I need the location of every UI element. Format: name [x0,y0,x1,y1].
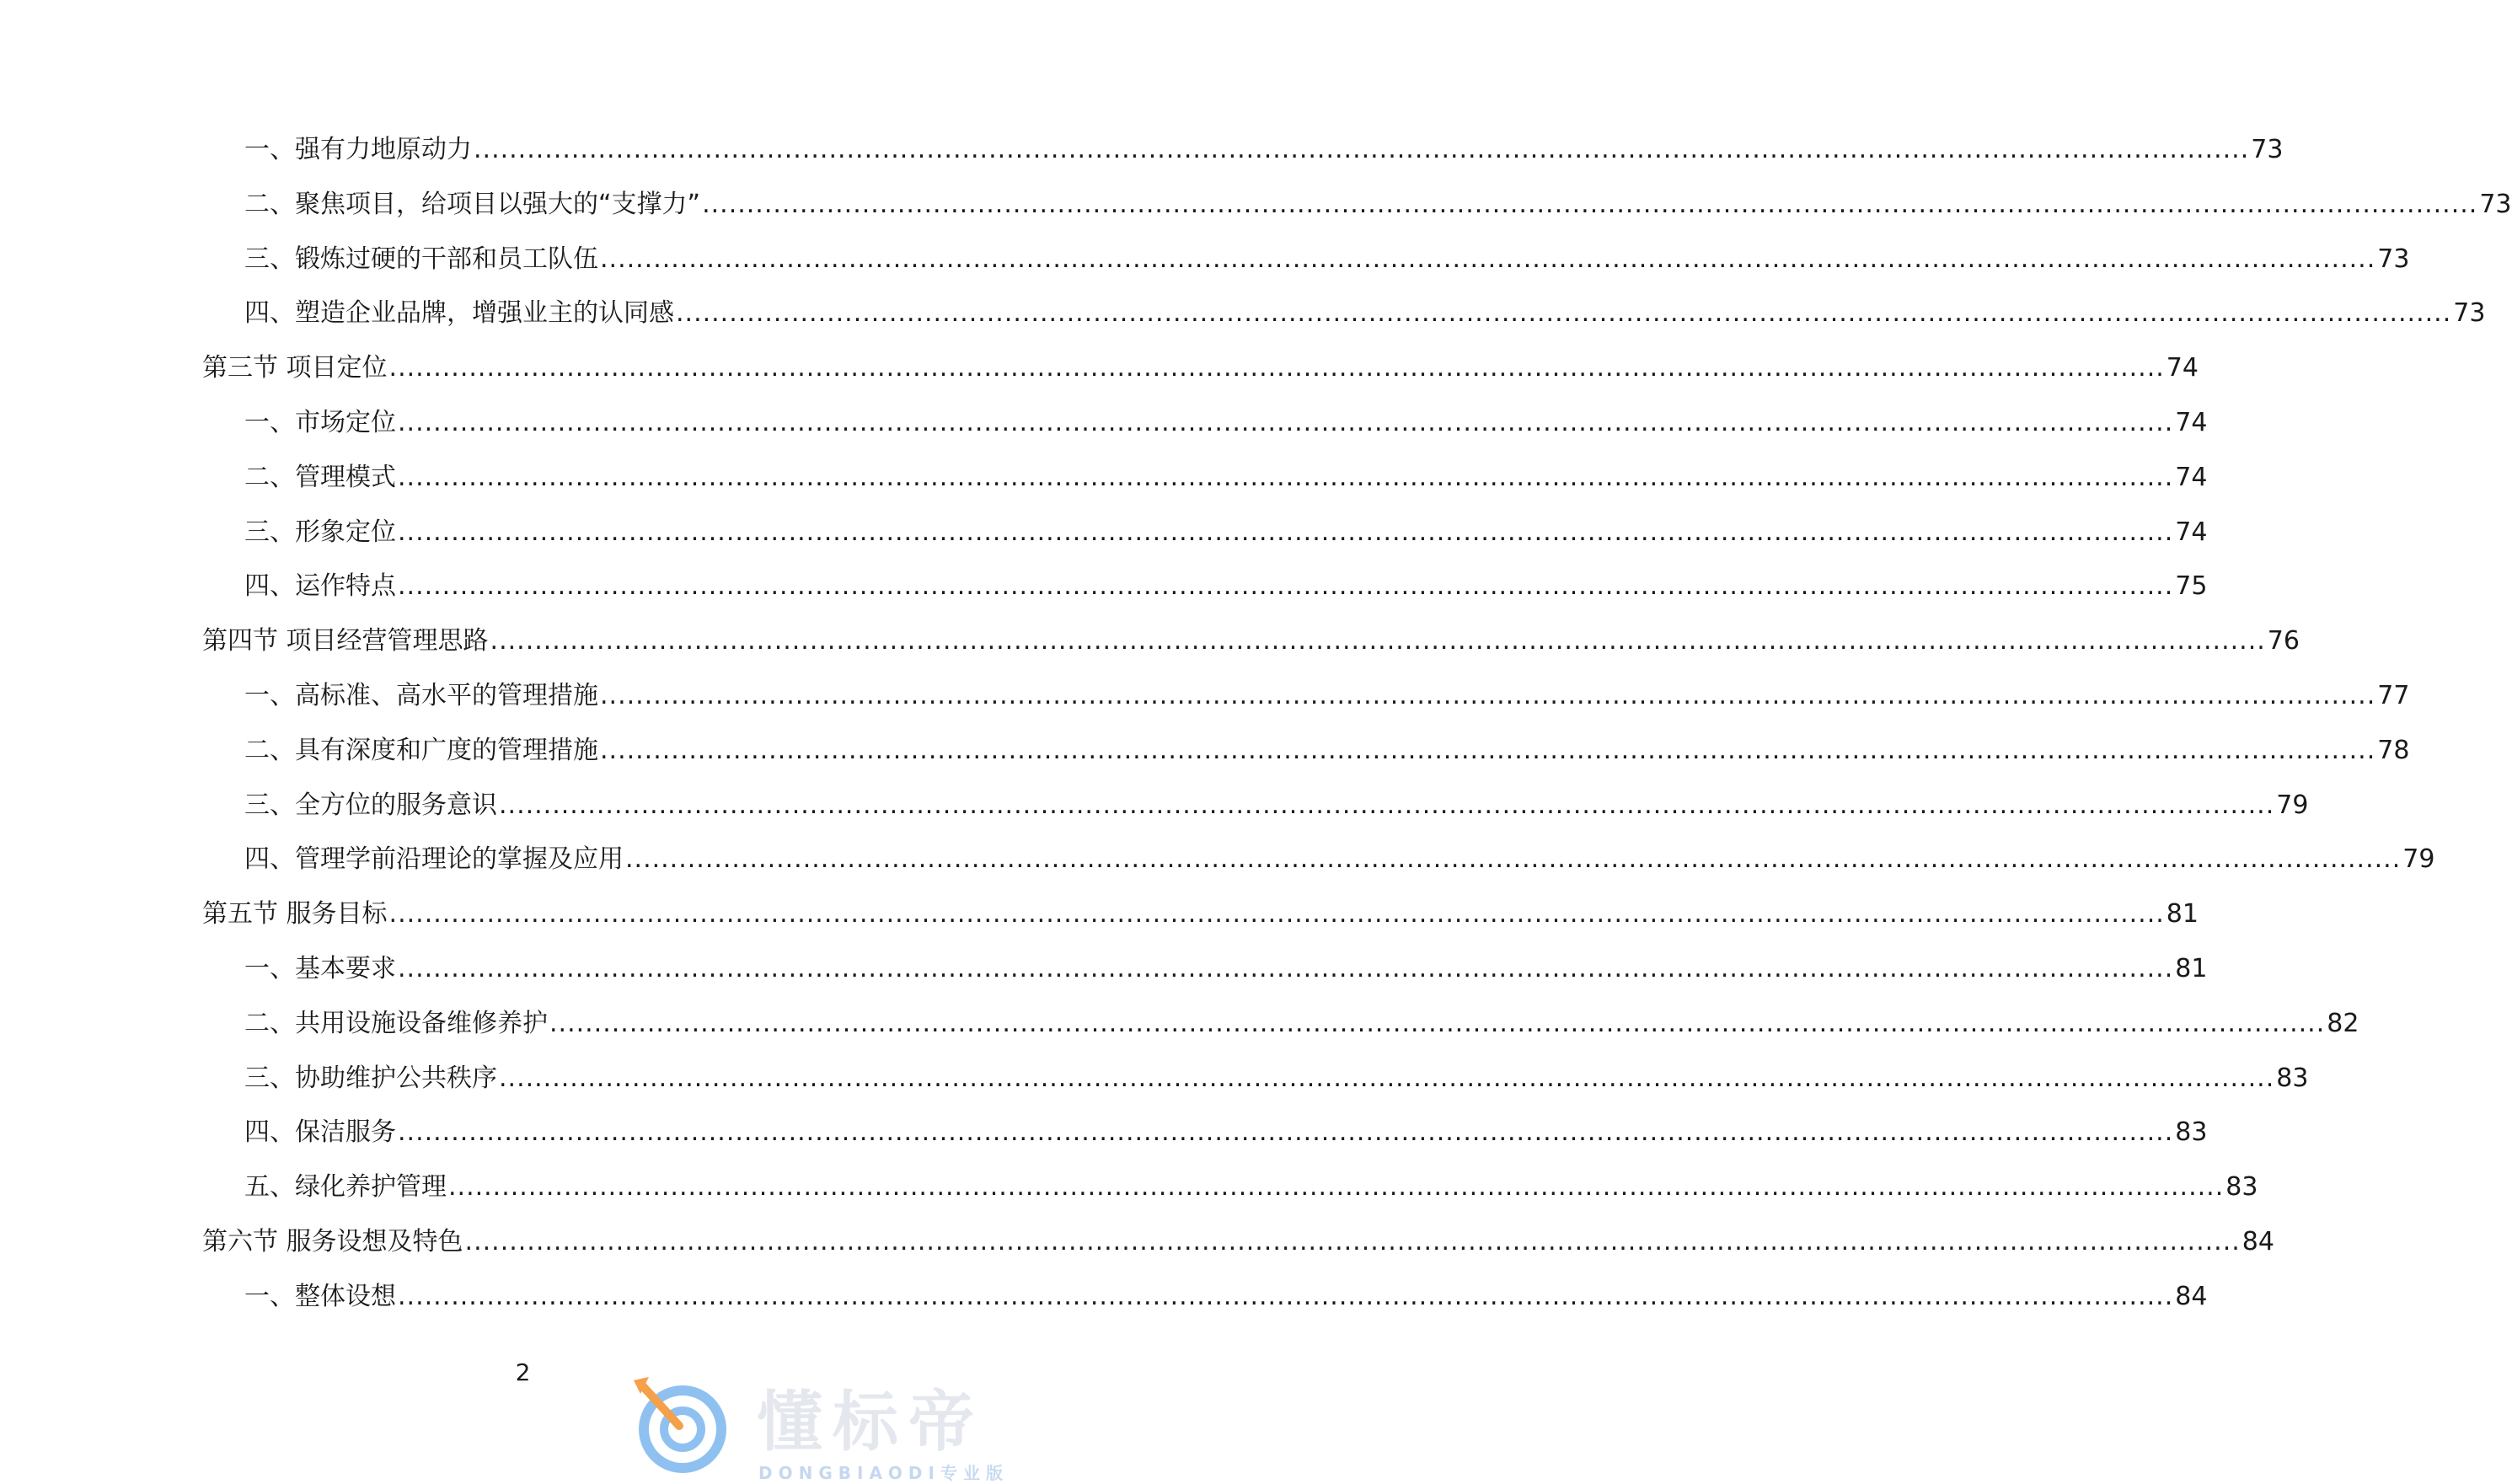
toc-entry-page: 75 [2175,571,2208,602]
toc-dot-leader: ........................................................................................................................................................................................................ [676,298,2452,329]
toc-dot-leader: ........................................................................................................................................................................................................ [398,408,2174,437]
toc-entry-label: 三、形象定位 [244,517,396,547]
toc-dot-leader: ........................................................................................................................................................................................................ [600,681,2376,710]
toc-subsection-entry[interactable] [244,297,2486,330]
toc-subsection-entry[interactable] [244,679,2410,713]
toc-entry-page: 74 [2175,408,2208,437]
toc-entry-page: 73 [2377,244,2410,274]
toc-entry-label: 第五节 服务目标 [202,899,388,930]
page-number: 2 [515,1358,531,1386]
toc-dot-leader: ........................................................................................................................................................................................................ [398,1117,2174,1148]
toc-subsection-entry[interactable] [244,952,2208,986]
toc-subsection-entry[interactable] [244,1007,2359,1041]
toc-subsection-entry[interactable] [244,1280,2208,1314]
toc-dot-leader: ........................................................................................................................................................................................................ [398,462,2174,492]
toc-entry-page: 81 [2175,954,2208,983]
toc-dot-leader: ........................................................................................................................................................................................................ [600,244,2376,274]
toc-subsection-entry[interactable] [244,1116,2208,1149]
toc-dot-leader: ........................................................................................................................................................................................................ [464,1227,2241,1256]
toc-entry-label: 一、基本要求 [244,954,396,983]
toc-entry-page: 83 [2225,1172,2258,1203]
toc-dot-leader: ........................................................................................................................................................................................................ [388,899,2165,930]
toc-entry-page: 84 [2175,1281,2208,1311]
toc-dot-leader: ........................................................................................................................................................................................................ [625,844,2402,875]
toc-subsection-entry[interactable] [244,1171,2258,1204]
toc-entry-page: 83 [2175,1117,2208,1148]
toc-subsection-entry[interactable] [244,133,2284,167]
toc-subsection-entry[interactable] [244,243,2410,276]
toc-entry-page: 83 [2276,1063,2309,1093]
toc-entry-label: 一、高标准、高水平的管理措施 [244,681,598,710]
toc-entry-label: 二、具有深度和广度的管理措施 [244,735,598,765]
toc-dot-leader: ........................................................................................................................................................................................................ [398,517,2174,547]
toc-subsection-entry[interactable] [244,570,2208,603]
toc-dot-leader: ........................................................................................................................................................................................................ [499,1063,2275,1093]
toc-entry-page: 74 [2175,462,2208,492]
toc-entry-label: 二、聚焦项目，给项目以强大的“支撑力” [244,189,701,219]
toc-section-entry[interactable] [202,1225,2274,1259]
toc-entry-label: 四、管理学前沿理论的掌握及应用 [244,844,624,875]
toc-entry-label: 一、强有力地原动力 [244,135,472,164]
toc-dot-leader: ........................................................................................................................................................................................................ [448,1172,2225,1203]
toc-dot-leader: ........................................................................................................................................................................................................ [549,1008,2326,1038]
toc-entry-label: 四、塑造企业品牌，增强业主的认同感 [244,298,674,329]
toc-entry-page: 73 [2251,135,2284,164]
toc-section-entry[interactable] [202,351,2199,385]
toc-entry-page: 81 [2166,899,2199,930]
toc-entry-page: 74 [2166,353,2199,383]
toc-dot-leader: ........................................................................................................................................................................................................ [490,626,2266,656]
toc-dot-leader: ........................................................................................................................................................................................................ [398,1281,2174,1311]
toc-dot-leader: ........................................................................................................................................................................................................ [398,954,2174,983]
toc-entry-label: 五、绿化养护管理 [244,1172,447,1203]
toc-subsection-entry[interactable] [244,406,2208,440]
toc-dot-leader: ........................................................................................................................................................................................................ [398,571,2174,602]
toc-dot-leader: ........................................................................................................................................................................................................ [702,189,2478,219]
toc-entry-label: 第三节 项目定位 [202,353,388,383]
toc-subsection-entry[interactable] [244,188,2512,222]
toc-entry-page: 78 [2377,735,2410,765]
toc-subsection-entry[interactable] [244,461,2208,495]
toc-entry-page: 79 [2402,844,2435,875]
target-logo-icon [630,1374,731,1475]
toc-dot-leader: ........................................................................................................................................................................................................ [600,735,2376,765]
toc-subsection-entry[interactable] [244,516,2208,549]
toc-entry-label: 三、锻炼过硬的干部和员工队伍 [244,244,598,274]
toc-entry-page: 76 [2267,626,2300,656]
toc-dot-leader: ........................................................................................................................................................................................................ [499,790,2275,820]
toc-dot-leader: ........................................................................................................................................................................................................ [388,353,2165,383]
toc-entry-page: 73 [2479,189,2512,219]
toc-entry-page: 73 [2453,298,2486,329]
toc-subsection-entry[interactable] [244,734,2410,768]
toc-entry-label: 四、运作特点 [244,571,396,602]
toc-entry-page: 74 [2175,517,2208,547]
toc-entry-label: 四、保洁服务 [244,1117,396,1148]
toc-section-entry[interactable] [202,897,2199,931]
toc-entry-label: 二、管理模式 [244,462,396,492]
watermark [624,1365,1045,1483]
toc-entry-label: 第六节 服务设想及特色 [202,1227,463,1256]
toc-entry-label: 三、协助维护公共秩序 [244,1063,497,1093]
toc-entry-page: 82 [2327,1008,2359,1038]
toc-dot-leader: ........................................................................................................................................................................................................ [474,135,2250,164]
toc-entry-label: 一、整体设想 [244,1281,396,1311]
toc-subsection-entry[interactable] [244,789,2309,822]
watermark-brand: 懂标帝 [757,1385,985,1460]
toc-section-entry[interactable] [202,624,2300,658]
toc-entry-page: 77 [2377,681,2410,710]
toc-entry-label: 二、共用设施设备维修养护 [244,1008,548,1038]
toc-entry-page: 84 [2242,1227,2274,1256]
toc-entry-label: 第四节 项目经营管理思路 [202,626,489,656]
toc-entry-label: 一、市场定位 [244,408,396,437]
toc-subsection-entry[interactable] [244,1062,2309,1096]
toc-entry-label: 三、全方位的服务意识 [244,790,497,820]
toc-entry-page: 79 [2276,790,2309,820]
watermark-subtitle: DONGBIAODI专业版 [758,1463,1009,1483]
toc-subsection-entry[interactable] [244,843,2435,876]
